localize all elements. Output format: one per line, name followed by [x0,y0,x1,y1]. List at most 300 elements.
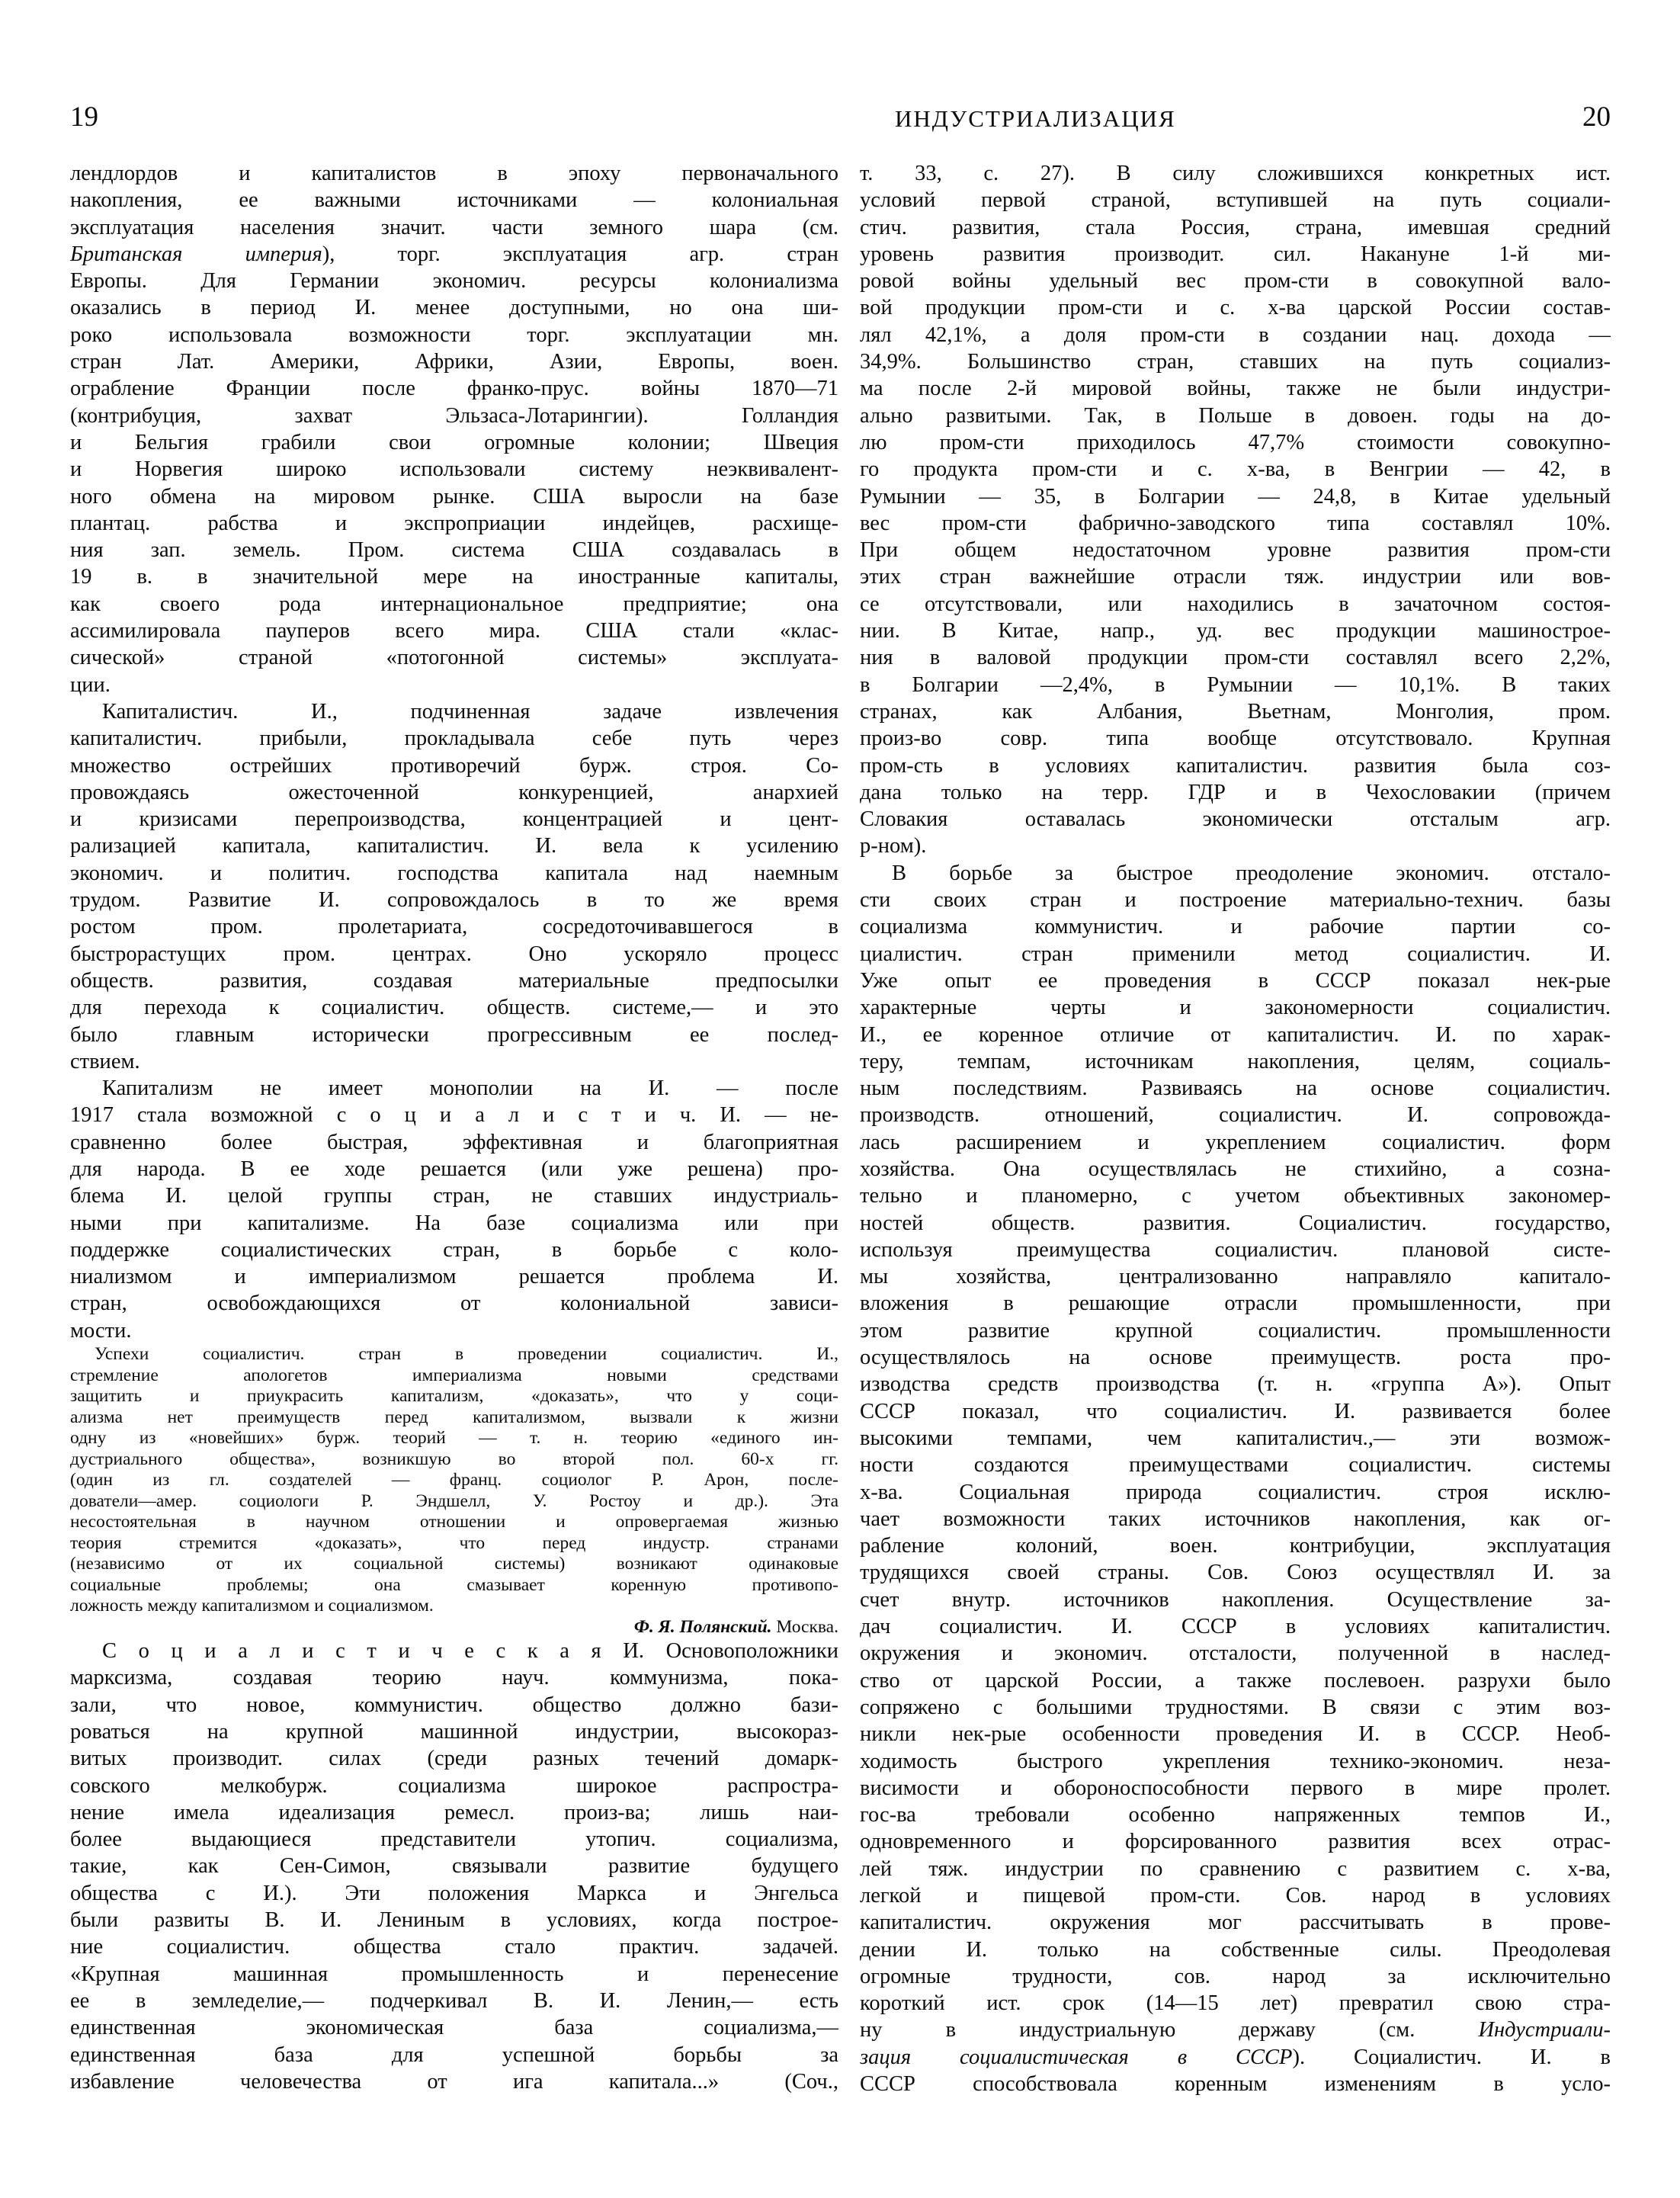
text-line [860,456,1611,483]
text-line [860,779,1611,806]
text-segment: Капитализм не имеет монополии на И. — после [102,1077,838,1101]
text-segment: вложения в решающие отрасли промышленности, при [860,1292,1611,1316]
text-segment: легкой и пищевой пром-сти. Сов. народ в условиях [860,1884,1611,1908]
text-segment: окружения и экономич. отсталости, полученной в наслед- [860,1641,1611,1666]
text-line [860,1344,1611,1371]
text-segment: дана только на терр. ГДР и в Чехословакии (причем [860,780,1611,804]
text-line [860,1317,1611,1344]
text-segment: сти своих стран и построение материально-технич. базы [860,888,1611,913]
text-segment: ). Социалистич. И. в [1292,2045,1611,2069]
text-segment: такие, как Сен-Симон, связывали развитие будущего [70,1854,838,1879]
text-segment: дач социалистич. И. СССР в условиях капиталистич. [860,1615,1611,1639]
text-segment: трудящихся своей страны. Сов. Союз осуществлял И. за [860,1561,1611,1585]
text-line [70,1617,838,1638]
text-segment: дователи—амер. социологи Р. Эндшелл, У. Ростоу и др.). Эта [70,1490,838,1511]
text-segment: произ-во совр. типа вообще отсутствовало. Крупная [860,727,1611,751]
text-line [860,375,1611,402]
text-segment: ния зап. земель. Пром. система США создавалась в [70,538,838,563]
text-line [860,322,1611,348]
text-segment: странах, как Албания, Вьетнам, Монголия, пром. [860,699,1611,724]
text-segment: изводства средств производства (т. н. «группа А»). Опыт [860,1372,1611,1397]
paragraph [70,160,838,698]
paragraph [70,1075,838,1344]
text-line [70,1156,838,1182]
text-segment: сопряжено с большими трудностями. В связи с этим воз- [860,1695,1611,1719]
text-line [70,187,838,213]
text-segment: и кризисами перепроизводства, концентрацией и цент- [70,807,838,832]
text-segment: тельно и планомерно, с учетом объективных закономер- [860,1184,1611,1208]
text-line [860,1963,1611,1990]
text-line [860,644,1611,671]
text-line [70,1237,838,1263]
text-line [860,1156,1611,1182]
text-segment: несостоятельная в научном отношении и опровергаемая жизнью [70,1512,838,1532]
text-segment: одновременного и форсированного развития всех отрас- [860,1830,1611,1854]
text-line [860,1936,1611,1963]
text-line [860,1828,1611,1855]
text-line [860,1182,1611,1209]
text-line [70,752,838,779]
text-segment: ), торг. эксплуатация агр. стран [322,242,838,266]
text-segment: единственная экономическая база социализма,— [70,2016,838,2040]
right-column [860,160,1611,2097]
text-line [860,913,1611,940]
text-line [860,1721,1611,1747]
text-line [70,1596,838,1617]
text-segment: чает возможности таких источников накопления, как ог- [860,1507,1611,1531]
text-segment: этом развитие крупной социалистич. промышленности [860,1318,1611,1343]
text-segment: лял 42,1%, а доля пром-сти в создании нац. дохода — [860,322,1611,347]
text-line [860,268,1611,294]
text-segment: р-ном). [860,834,927,858]
text-line [70,618,838,644]
text-line [860,510,1611,537]
text-line [860,1532,1611,1559]
text-line [860,752,1611,779]
text-segment: ограбление Франции после франко-прус. войны 1870—71 [70,377,838,401]
text-segment: короткий ист. срок (14—15 лет) превратил свою стра- [860,1991,1611,2016]
text-line [70,1664,838,1691]
text-segment: нение имела идеализация ремесл. произ-ва; лишь наи- [70,1800,838,1824]
text-segment: ние социалистич. общества стало практич. задачей. [70,1935,838,1959]
text-segment: для народа. В ее ходе решается (или уже решена) про- [70,1157,838,1181]
text-segment: социализма коммунистич. и рабочие партии со- [860,915,1611,939]
page-title: ИНДУСТРИАЛИЗАЦИЯ [895,105,1176,132]
text-line [860,537,1611,563]
text-line [860,1398,1611,1425]
text-segment: мости. [70,1318,132,1343]
text-line [70,322,838,348]
text-line [70,1344,838,1365]
text-line [70,1022,838,1048]
text-segment: провождаясь ожесточенной конкуренцией, анархией [70,780,838,804]
text-segment: характерные черты и закономерности социалистич. [860,996,1611,1020]
text-line [70,672,838,698]
text-line [70,644,838,671]
italic-text-segment: Британская империя [70,242,322,266]
text-segment: ма после 2-й мировой войны, также не были индустри- [860,377,1611,401]
text-segment: плантац. рабства и экспроприации индейцев, расхище- [70,511,838,535]
text-line [70,913,838,940]
text-line [70,725,838,752]
text-line [70,1075,838,1102]
text-segment: социальные проблемы; она смазывает коренную противопо- [70,1574,838,1595]
text-line [70,1692,838,1718]
text-line [860,967,1611,994]
text-segment: защитить и приукрасить капитализм, «доказать», что у соци- [70,1386,838,1407]
text-line [70,698,838,725]
text-segment: поддержке социалистических стран, в борьбе с коло- [70,1237,838,1262]
text-segment: осуществлялось на основе преимуществ. роста про- [860,1346,1611,1370]
text-segment: зали, что новое, коммунистич. общество должно бази- [70,1693,838,1717]
text-segment: дении И. только на собственные силы. Преодолевая [860,1937,1611,1962]
text-line [860,214,1611,241]
text-line [70,1907,838,1933]
text-segment: ным последствиям. Развиваясь на основе социалистич. [860,1077,1611,1101]
text-segment: избавление человечества от ига капитала...» (Соч., [70,2069,838,2094]
text-segment: се отсутствовали, или находились в зачаточном состоя- [860,592,1611,616]
text-line [860,1210,1611,1237]
text-line [70,1210,838,1237]
text-line [70,214,838,241]
text-segment: огромные трудности, сов. народ за исключительно [860,1964,1611,1988]
text-segment: 34,9%. Большинство стран, ставших на путь социализ- [860,350,1611,374]
text-line [860,941,1611,967]
text-segment: лей тяж. индустрии по сравнению с развитием с. х-ва, [860,1856,1611,1881]
text-line [860,1048,1611,1075]
text-line [860,1506,1611,1532]
text-line [70,941,838,967]
text-segment: Уже опыт ее проведения в СССР показал нек-рые [860,968,1611,993]
text-segment: И., ее коренное отличие от капиталистич. И. по харак- [860,1022,1611,1047]
text-line [70,994,838,1021]
text-line [70,1745,838,1772]
text-segment: лась расширением и укреплением социалистич. форм [860,1130,1611,1154]
text-line [70,1102,838,1128]
text-segment: для перехода к социалистич. обществ. системе,— и это [70,996,838,1020]
text-line [860,1102,1611,1128]
text-segment: циалистич. стран применили метод социалистич. И. [860,942,1611,966]
text-line [70,833,838,859]
text-segment: висимости и обороноспособности первого в мире пролет. [860,1776,1611,1800]
text-line [860,1022,1611,1048]
text-line [70,1365,838,1387]
text-segment: накопления, ее важными источниками — колониальная [70,188,838,213]
text-line [860,1479,1611,1506]
text-segment: 19 в. в значительной мере на иностранные капиталы, [70,565,838,589]
left-column [70,160,838,2097]
text-segment: Румынии — 35, в Болгарии — 24,8, в Китае удельный [860,484,1611,509]
text-line [70,1575,838,1596]
text-segment: лю пром-сти приходилось 47,7% стоимости совокупно- [860,430,1611,454]
text-line [860,294,1611,321]
text-line [70,967,838,994]
text-segment: общества с И.). Эти положения Маркса и Энгельса [70,1881,838,1905]
text-line [860,1290,1611,1317]
text-line [70,1773,838,1799]
text-segment: блема И. целой группы стран, не ставших индустриаль- [70,1184,838,1208]
text-line [70,1554,838,1575]
text-line [70,1263,838,1290]
italic-text-segment: Ф. Я. Полянский. [633,1616,772,1637]
text-segment: дустриального общества», возникшую во второй пол. 60-х гг. [70,1449,838,1469]
text-segment: ровой войны удельный вес пром-сти в совокупной вало- [860,269,1611,294]
text-segment: были развиты В. И. Лениным в условиях, когда построе- [70,1908,838,1933]
text-segment: (независимо от их социальной системы) возникают одинаковые [70,1554,838,1574]
text-line [70,1386,838,1407]
text-line [70,2014,838,2041]
text-line [70,779,838,806]
text-line [70,375,838,402]
text-line [70,403,838,429]
text-segment: ности создаются преимуществами социалистич. системы [860,1453,1611,1478]
text-line [70,1129,838,1156]
text-line [860,1640,1611,1667]
text-segment: и Бельгия грабили свои огромные колонии; Швеция [70,430,838,454]
text-line [70,1718,838,1745]
text-segment: ложность между капитализмом и социализмом. [70,1596,434,1616]
text-segment: и Норвегия широко использовали систему неэквивалент- [70,457,838,482]
text-line [860,618,1611,644]
text-line [860,1237,1611,1263]
text-line [70,537,838,563]
text-line [70,1961,838,1988]
text-line [860,860,1611,887]
text-segment: как своего рода интернациональное предприятие; она [70,592,838,616]
text-segment: сической» страной «потогонной системы» эксплуата- [70,646,838,670]
text-line [860,672,1611,698]
text-segment: ально развитыми. Так, в Польше в довоен. годы на до- [860,403,1611,428]
text-segment: Москва. [771,1616,838,1637]
text-segment: оказались в период И. менее доступными, но она ши- [70,296,838,320]
text-segment: вес пром-сти фабрично-заводского типа составлял 10%. [860,511,1611,535]
text-line [860,187,1611,213]
text-line [70,1048,838,1075]
text-segment: С о ц и а л и с т и ч е с к а я И. Основоположники [102,1639,838,1664]
text-line [70,1491,838,1513]
text-segment: рабление колоний, воен. контрибуции, эксплуатация [860,1534,1611,1558]
text-segment: При общем недостаточном уровне развития пром-сти [860,538,1611,563]
text-segment: ностей обществ. развития. Социалистич. государство, [860,1211,1611,1235]
text-segment: ну в индустриальную державу (см. [860,2018,1479,2042]
text-segment: экономич. и политич. господства капитала над наемным [70,861,838,885]
text-line [860,1425,1611,1452]
text-segment: обществ. развития, создавая материальные предпосылки [70,968,838,993]
text-segment: т. 33, с. 27). В силу сложившихся конкретных ист. [860,162,1611,185]
text-segment: хозяйства. Она осуществлялась не стихийно, а созна- [860,1157,1611,1181]
text-segment: СССР показал, что социалистич. И. развивается более [860,1399,1611,1423]
text-line [860,1371,1611,1397]
text-line [70,483,838,510]
text-segment: (контрибуция, захват Эльзаса-Лотарингии). Голландия [70,403,838,428]
text-segment: производств. отношений, социалистич. И. сопровожда- [860,1103,1611,1128]
text-line [860,429,1611,456]
text-line [70,1799,838,1826]
text-segment: совского мелкобурж. социализма широкое распростра- [70,1773,838,1798]
text-segment: одну из «новейших» бурж. теорий — т. н. теорию «единого ин- [70,1428,838,1449]
text-line [70,1317,838,1344]
text-line [860,1587,1611,1613]
text-segment: сравненно более быстрая, эффективная и благоприятная [70,1130,838,1154]
text-segment: витых производит. силах (среди разных течений домарк- [70,1747,838,1771]
text-line [860,1559,1611,1586]
text-segment: ходимость быстрого укрепления технико-экономич. неза- [860,1749,1611,1773]
text-segment: х-ва. Социальная природа социалистич. строя исклю- [860,1480,1611,1504]
text-line [860,1694,1611,1721]
text-segment: ствием. [70,1049,140,1073]
text-line [70,348,838,375]
text-line [70,591,838,618]
text-segment: вой продукции пром-сти и с. х-ва царской России состав- [860,296,1611,320]
text-line [860,483,1611,510]
text-segment: нии. В Китае, напр., уд. вес продукции машинострое- [860,619,1611,643]
text-segment: (один из гл. создателей — франц. социолог Р. Арон, после- [70,1470,838,1490]
text-segment: этих стран важнейшие отрасли тяж. индустрии или вов- [860,565,1611,589]
text-line [70,2042,838,2068]
text-line [70,887,838,913]
text-line [860,1856,1611,1882]
text-segment: ее в земледелие,— подчеркивал В. И. Ленин,— есть [70,1988,838,2013]
text-line [860,2071,1611,2097]
text-line [70,1638,838,1664]
text-line [70,268,838,294]
text-line [860,591,1611,618]
text-line [860,1613,1611,1640]
text-line [860,806,1611,833]
text-columns [70,160,1611,2097]
text-segment: в Болгарии —2,4%, в Румынии — 10,1%. В таких [860,672,1611,697]
text-segment: «Крупная машинная промышленность и перенесение [70,1962,838,1986]
text-segment: ассимилировала пауперов всего мира. США стали «клас- [70,619,838,643]
text-line [860,1129,1611,1156]
text-line [860,725,1611,752]
text-line [860,1909,1611,1936]
text-segment: капиталистич. прибыли, прокладывала себе путь через [70,727,838,751]
text-line [860,994,1611,1021]
text-line [70,1933,838,1960]
text-segment: Успехи социалистич. стран в проведении социалистич. И., [95,1344,838,1365]
text-segment: марксизма, создавая теорию науч. коммунизма, пока- [70,1666,838,1690]
text-line [860,403,1611,429]
text-line [70,1470,838,1491]
text-line [70,1880,838,1907]
text-line [70,456,838,483]
text-segment: ство от царской России, а также послевоен. разрухи было [860,1668,1611,1693]
text-line [860,1990,1611,2017]
text-line [70,241,838,268]
text-segment: используя преимущества социалистич. плановой систе- [860,1237,1611,1262]
text-line [70,1533,838,1555]
text-line [860,1075,1611,1102]
paragraph [70,1617,838,1638]
text-segment: В борьбе за быстрое преодоление экономич. отстало- [892,861,1611,885]
text-segment: счет внутр. источников накопления. Осуществление за- [860,1587,1611,1612]
text-line [70,429,838,456]
paragraph [70,1638,838,2095]
text-segment: эксплуатация населения значит. части земного шара (см. [70,215,838,239]
text-line [70,1512,838,1533]
text-line [70,1428,838,1449]
text-segment: стич. развития, стала Россия, страна, имевшая средний [860,215,1611,239]
text-segment: капиталистич. окружения мог рассчитывать в прове- [860,1911,1611,1935]
text-segment: было главным исторически прогрессивным ее послед- [70,1022,838,1047]
text-line [860,2044,1611,2071]
text-segment: множество острейших противоречий бурж. строя. Со- [70,753,838,778]
text-segment: рализацией капитала, капиталистич. И. вела к усилению [70,834,838,858]
text-segment: быстрорастущих пром. центрах. Оно ускоряло процесс [70,942,838,966]
text-segment: ции. [70,672,111,697]
text-line [70,1182,838,1209]
text-segment: Европы. Для Германии экономич. ресурсы колониализма [70,269,838,294]
text-line [70,1853,838,1879]
text-segment: стран Лат. Америки, Африки, Азии, Европы, воен. [70,350,838,374]
text-line [860,1263,1611,1290]
text-line [70,1988,838,2014]
text-segment: уровень развития производит. сил. Накануне 1-й ми- [860,242,1611,266]
text-line [860,348,1611,375]
text-segment: теру, темпам, источникам накопления, целям, социаль- [860,1049,1611,1073]
italic-text-segment: зация социалистическая в СССР [860,2045,1293,2069]
text-line [70,160,838,187]
text-segment: го продукта пром-сти и с. х-ва, в Венгрии — 42, в [860,457,1611,482]
italic-text-segment: Индустриали- [1478,2018,1611,2042]
text-segment: стран, освобождающихся от колониальной зависи- [70,1292,838,1316]
text-segment: никли нек-рые особенности проведения И. в СССР. Необ- [860,1722,1611,1747]
text-line [860,2017,1611,2043]
text-line [70,510,838,537]
text-line [860,887,1611,913]
text-line [70,2068,838,2095]
paragraph [70,698,838,1075]
text-segment: 1917 стала возможной с о ц и а л и с т и ч. И. — не- [70,1103,838,1128]
text-segment: роваться на крупной машинной индустрии, высокораз- [70,1719,838,1744]
text-line [70,1290,838,1317]
text-segment: пром-сть в условиях капиталистич. развития была соз- [860,753,1611,778]
paragraph [860,860,1611,2098]
text-segment: Капиталистич. И., подчиненная задаче извлечения [102,699,838,724]
text-segment: теория стремится «доказать», что перед индустр. странами [70,1532,838,1553]
text-segment: ного обмена на мировом рынке. США выросли на базе [70,484,838,509]
text-segment: Словакия оставалась экономически отсталым агр. [860,807,1611,832]
text-segment: трудом. Развитие И. сопровождалось в то же время [70,888,838,913]
text-line [70,294,838,321]
text-line [860,1452,1611,1478]
text-line [860,241,1611,268]
text-segment: лендлордов и капиталистов в эпоху первоначального [70,162,838,185]
text-line [860,1775,1611,1802]
text-line [70,1826,838,1853]
text-line [860,563,1611,590]
text-line [860,1667,1611,1694]
text-segment: высокими темпами, чем капиталистич.,— эти возмож- [860,1426,1611,1450]
column-number-left: 19 [70,101,98,133]
text-line [860,1748,1611,1775]
text-segment: ными при капитализме. На базе социализма или при [70,1211,838,1235]
text-segment: СССР способствовала коренным изменениям в усло- [860,2072,1611,2097]
text-segment: роко использовала возможности торг. эксплуатации мн. [70,322,838,347]
text-line [860,833,1611,859]
text-line [70,563,838,590]
text-segment: ния в валовой продукции пром-сти составлял всего 2,2%, [860,646,1611,670]
text-line [70,860,838,887]
paragraph [860,160,1611,860]
text-line [70,1449,838,1471]
text-segment: единственная база для успешной борьбы за [70,2042,838,2067]
text-line [860,1802,1611,1828]
text-line [860,1882,1611,1909]
text-segment: гос-ва требовали особенно напряженных темпов И., [860,1803,1611,1827]
text-segment: ализма нет преимуществ перед капитализмом, вызвали к жизни [70,1407,838,1427]
